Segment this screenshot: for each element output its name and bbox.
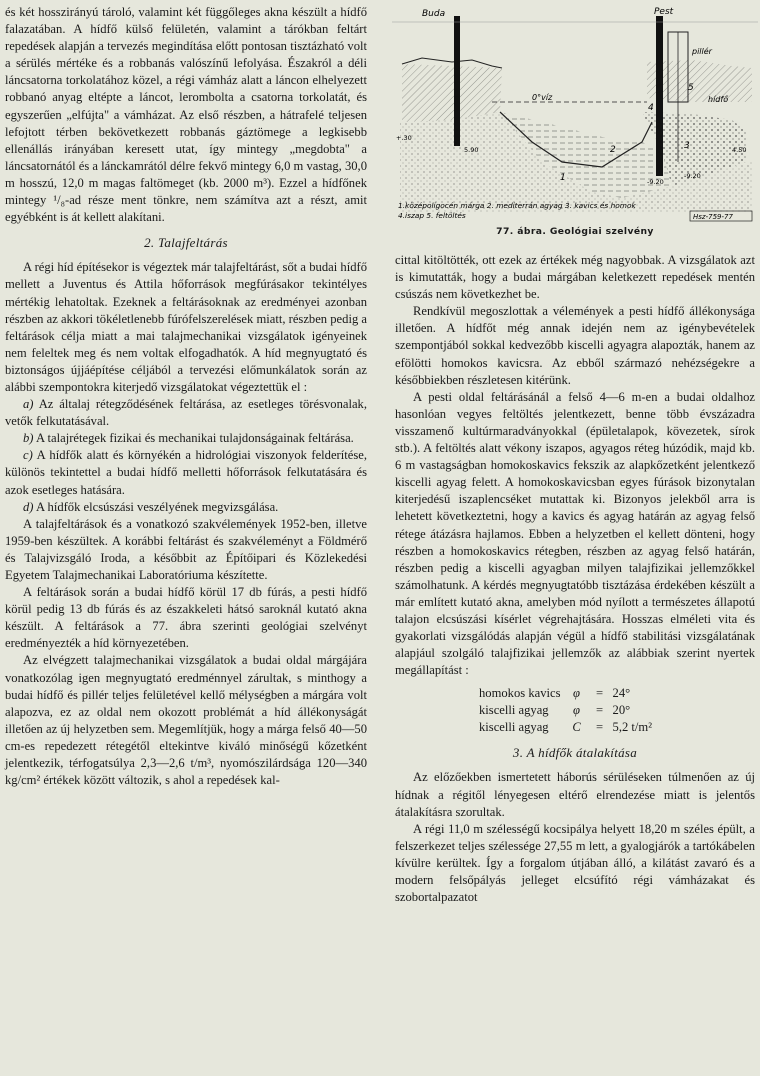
paragraph-r2: Rendkívül megoszlottak a vélemények a pesti hídfő állékonysága illetően. A hídfőt még annak idején nem az igénybevételek szempontjából sokkal kedvezőbb kiscelli agyagra alapozták, hanem az efölötti homokos kavicsra. Az ebből származó nehézségekre a későbbiekben részletesen kitérünk. (395, 304, 755, 387)
paragraph-2c: A feltárások során a budai hídfő körül 17 db fúrás, a pesti hídfő körül pedig 13 db fúrás és az északkeleti hátsó saroknál kutató akna készült. A feltárások a 77. ábra szerinti geológiai szelvényt eredményezték a híd környezetében. (5, 585, 367, 651)
figure-reference: Hsz-759-77 (693, 213, 733, 221)
section-heading-2: 2. Talajfeltárás (144, 235, 228, 251)
zone-3: 3 (684, 141, 690, 151)
zone-1: 1 (560, 173, 566, 183)
level-4: 4.50 (732, 146, 747, 154)
label-hidfo: hídfő (708, 95, 729, 104)
list-item: b) A talajrétegek fizikai és mechanikai tulajdonságainak feltárása. (23, 431, 354, 446)
level-2: -9.20 (647, 178, 664, 186)
zone-5: 5 (688, 83, 694, 93)
list-item: d) A hídfők elcsúszási veszélyének megvizsgálása. (23, 499, 279, 514)
right-column (395, 252, 755, 906)
left-column (5, 4, 367, 789)
list-item: a) Az általaj rétegződésének feltárása, az esetleges törésvonalak, vetők felkutatásával. (5, 397, 367, 429)
table-row: kiscelli agyag φ = 20° (479, 703, 631, 718)
zone-4: 4 (648, 103, 654, 113)
paragraph-intro: és két hosszirányú tároló, valamint két függőleges akna készült a hídfő falazatában. A hídfő külső felületén, valamint a tárókban feltárt repedések alapján a tervezés megindítása előtt pontosan tisztázható volt a sérülés mértéke és a robbanás valószínű lefolyása. Északról a déli láncsatorna torkolatához közel, a régi vámház alatt a láncon elhelyezett robbanó anyag eltépte a láncot, lerombolta a csatorna torkolatát, és egyszerűen „elfújta" a vámházat. Az első részben, a hátrafelé teljesen lefojtott térben bekövetkezett robbanás gáztömege a legkisebb ellenállás irányában keresett utat, így mintegy „megdobta" a láncsatornától és a lánckamrától délre fekvő mintegy 6,0 m vastag, 30,0 m hosszú, 12,0 m magas faltömeget (kb. 2000 m³). Ezzel a hídfőnek mintegy ¹/₈-ad része ment tönkre, nem számítva azt a részt, amit egyébként is át kellett alakítani. (5, 5, 367, 225)
paragraph-r3: A pesti oldal feltárásánál a felső 4—6 m-en a budai oldalhoz hasonlóan vegyes feltöltés jelentkezett, benne több évszázadra visszamenő kultúrmaradványokkal (épületalapok, kövezetek, sírok stb.). A feltöltés alatt vékony iszapos, agyagos réteg húzódik, majd kb. 6 m vastagságban homokoskavics fekszik az alapkőzetként jelentkező kiscelli agyag felett. A homokoskavicsban egyes fúrások bizonytalan kiterjedésű iszaplencséket mutattak ki. Bizonyos jelekből arra is lehetett következtetni, hogy a kavics és agyag határán az agyag felső rétege átázásra hajlamos. Ebben a helyzetben el kellett dönteni, hogy részben a homokoskavics rétegben, részben az agyag felső határán, részben pedig a kiscelli agyagban milyen talajfizikai jellemzőkkel számolhatunk. A kérdés megnyugtatóbb tisztázása érdekében készült a már említett kutató akna, amelyben mód nyílott a természetes állapotú talajon elcsúszási kísérlet végrehajtására. Hosszas elméleti vita és gyakorlati vizsgálódás alapján végül a hídfő stabilitási vizsgálatának alapjául szolgáló talajfizikai jellemzők az alábbiak szerint nyertek megállapítást : (395, 389, 755, 678)
figure-caption: 77. ábra. Geológiai szelvény (496, 226, 654, 237)
label-buda: Buda (422, 9, 446, 19)
legend-line-1: 1.középoligocén márga 2. mediterrán agyag 3. kavics és homok (398, 201, 636, 210)
level-3: -9.20 (684, 172, 701, 180)
label-piller: pillér (692, 47, 712, 56)
geological-section-figure (392, 2, 758, 248)
label-pest: Pest (654, 7, 674, 17)
zone-2: 2 (610, 145, 616, 155)
paragraph-r5: A régi 11,0 m szélességű kocsipálya helyett 18,20 m széles épült, a felszerkezet teljes szélessége 27,55 m lett, a gyalogjárók a tartókábelen kívülre kerültek. Így a forgalom útjában álló, a kilátást zavaró és a modern felsőpályás jelleget elcsúfító régi vámházakat és szobortalpazatot (395, 821, 755, 905)
paragraph-2a: A régi híd építésekor is végeztek már talajfeltárást, sőt a budai hídfő mellett a Juventus és Attila hőforrások megfúrásakor tekintélyes mértékig lehatoltak. Ezeknek a feltárásoknak az eredményei azonban részben az akkori tökéletlenebb fúrófelszerelések miatt, részben pedig a feltárások célja miatt a mai talajmechanikai vizsgálatok igényeinek nem feleltek meg és nem voltak elfogadhatók. A híd megnyugtató és biztonságos újjáépítése céljából a tervezési előmunkálatok során az alábbi szempontokra kiterjedő vizsgálatokat végeztettük el : (5, 260, 367, 394)
level-1: 5.90 (464, 146, 479, 154)
table-row: homokos kavics φ = 24° (479, 686, 631, 701)
table-row: kiscelli agyag C = 5,2 t/m² (479, 720, 652, 735)
level-left: +.30 (396, 134, 412, 142)
paragraph-r1: cittal kitöltötték, ott ezek az értékek még nagyobbak. A vizsgálatok azt is kimutatták, hogy a budai márgában keletkezett repedések mentén csúszás nem következhet be. (395, 253, 755, 302)
geological-section-drawing (392, 2, 758, 224)
soil-parameters-table (479, 685, 658, 736)
section-heading-3: 3. A hídfők átalakítása (512, 745, 638, 761)
label-water: 0°víz (532, 93, 553, 102)
list-item: c) A hídfők alatt és környékén a hidrológiai viszonyok felderítése, különös tekintettel a budai hídfő melletti hőforrások felkutatására és azok esetleges hatására. (5, 448, 367, 497)
paragraph-r4: Az előzőekben ismertetett háborús sérüléseken túlmenően az új hídnak a régitől lényegesen eltérő elrendezése miatt is jelentős átalakításra szorultak. (395, 770, 755, 819)
paragraph-2d: Az elvégzett talajmechanikai vizsgálatok a budai oldal márgájára vonatkozólag igen megnyugtató eredménnyel zárultak, s minthogy a budai hídfő és pillér teljes felületével kellő mélységben a márgára volt alapozva, ez az oldal nem okozott problémát a híd állékonyságát illetően az új helyzetben sem. Megemlítjük, hogy a márga felső 40—50 cm-es repedezett rétegétől eltekintve kiváló minőségű kőzetként jelentkezik, térfogatsúlya 2,3—2,6 t/m³, nyomószilárdsága 120—340 kg/cm² értékek között változik, s ahol a repedések kal- (5, 653, 367, 788)
legend-line-2: 4.iszap 5. feltöltés (398, 211, 466, 220)
paragraph-2b: A talajfeltárások és a vonatkozó szakvélemények 1952-ben, illetve 1959-ben készültek. A korábbi feltárást és szakvéleményt a Földmérő és Talajvizsgáló Iroda, a későbbit az Építőipari és Közlekedési Egyetem Talajmechanikai Laboratóriuma készítette. (5, 516, 367, 582)
